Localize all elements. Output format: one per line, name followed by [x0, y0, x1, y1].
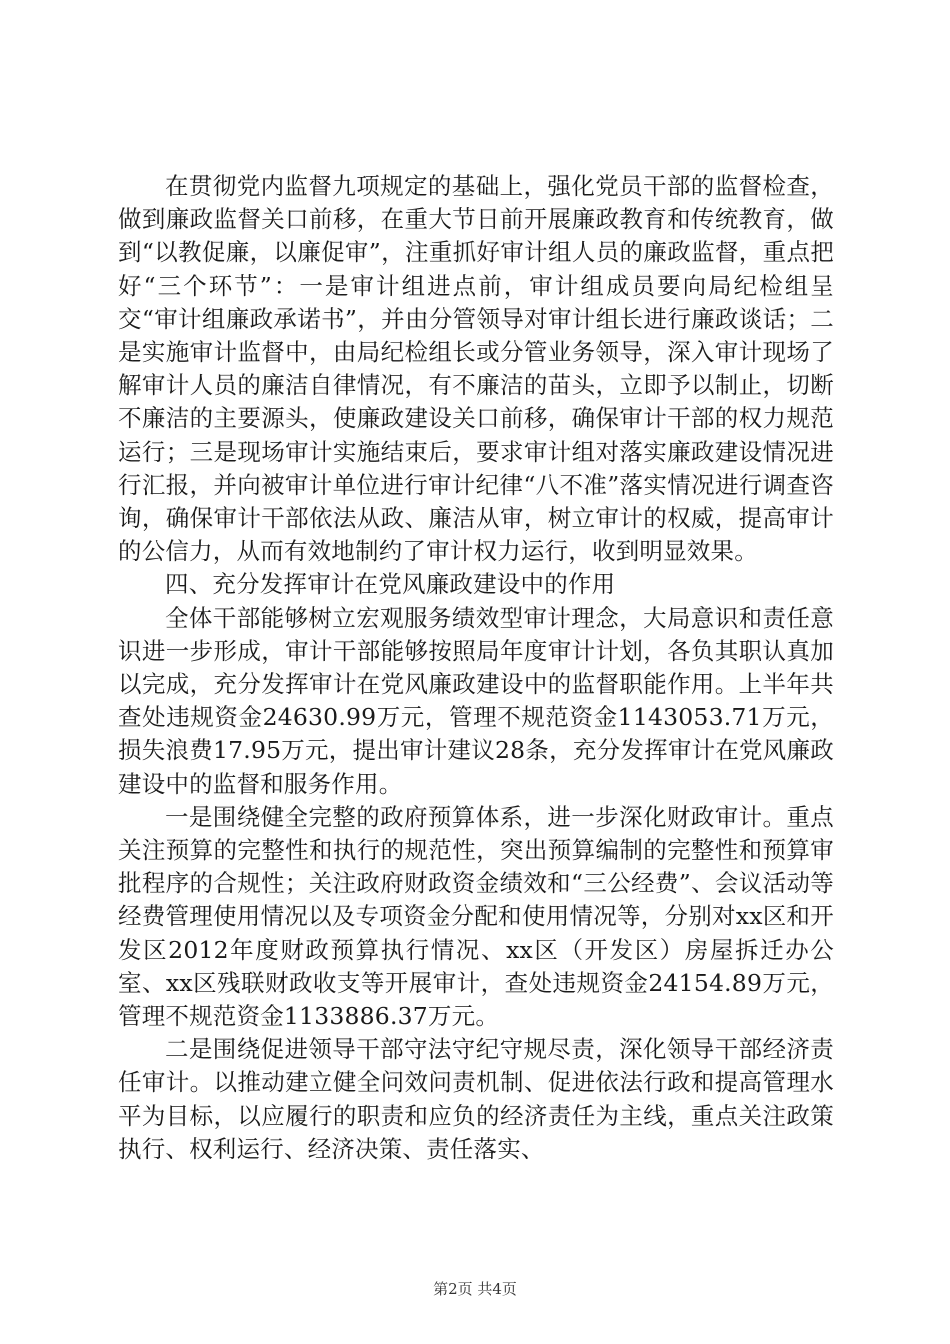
paragraph-fiscal-audit: 一是围绕健全完整的政府预算体系，进一步深化财政审计。重点关注预算的完整性和执行的规范性，突出预算编制的完整性和预算审批程序的合规性；关注政府财政资金绩效和“三公经费”、会议活动等经费管理使用情况以及专项资金分配和使用情况等，分别对xx区和开发区2012年度财政预算执行情况、xx区（开发区）房屋拆迁办公室、xx区残联财政收支等开展审计，查处违规资金24154.89万元，管理不规范资金1133886.37万元。 — [118, 802, 834, 1031]
paragraph-overall-results: 全体干部能够树立宏观服务绩效型审计理念，大局意识和责任意识进一步形成，审计干部能够按照局年度审计计划，各负其职认真加以完成，充分发挥审计在党风廉政建设中的监督职能作用。上半年共查处违规资金24630.99万元，管理不规范资金1143053.71万元，损失浪费17.95万元，提出审计建议28条，充分发挥审计在党风廉政建设中的监督和服务作用。 — [118, 603, 834, 798]
section-heading-four: 四、充分发挥审计在党风廉政建设中的作用 — [165, 570, 616, 599]
page-number-footer: 第2页 共4页 — [433, 1280, 517, 1298]
paragraph-economic-responsibility-audit: 二是围绕促进领导干部守法守纪守规尽责，深化领导干部经济责任审计。以推动建立健全问效问责机制、促进依法行政和提高管理水平为目标，以应履行的职责和应负的经济责任为主线，重点关注政策执行、权利运行、经济决策、责任落实、 — [118, 1035, 834, 1163]
paragraph-supervision: 在贯彻党内监督九项规定的基础上，强化党员干部的监督检查，做到廉政监督关口前移，在重大节日前开展廉政教育和传统教育，做到“以教促廉，以廉促审”，注重抓好审计组人员的廉政监督，重点把好“三个环节”：一是审计组进点前，审计组成员要向局纪检组呈交“审计组廉政承诺书”，并由分管领导对审计组长进行廉政谈话；二是实施审计监督中，由局纪检组长或分管业务领导，深入审计现场了解审计人员的廉洁自律情况，有不廉洁的苗头，立即予以制止，切断不廉洁的主要源头，使廉政建设关口前移，确保审计干部的权力规范运行；三是现场审计实施结束后，要求审计组对落实廉政建设情况进行汇报，并向被审计单位进行审计纪律“八不准”落实情况进行调查咨询，确保审计干部依法从政、廉洁从审，树立审计的权威，提高审计的公信力，从而有效地制约了审计权力运行，收到明显效果。 — [118, 172, 834, 566]
document-body — [118, 170, 834, 1166]
